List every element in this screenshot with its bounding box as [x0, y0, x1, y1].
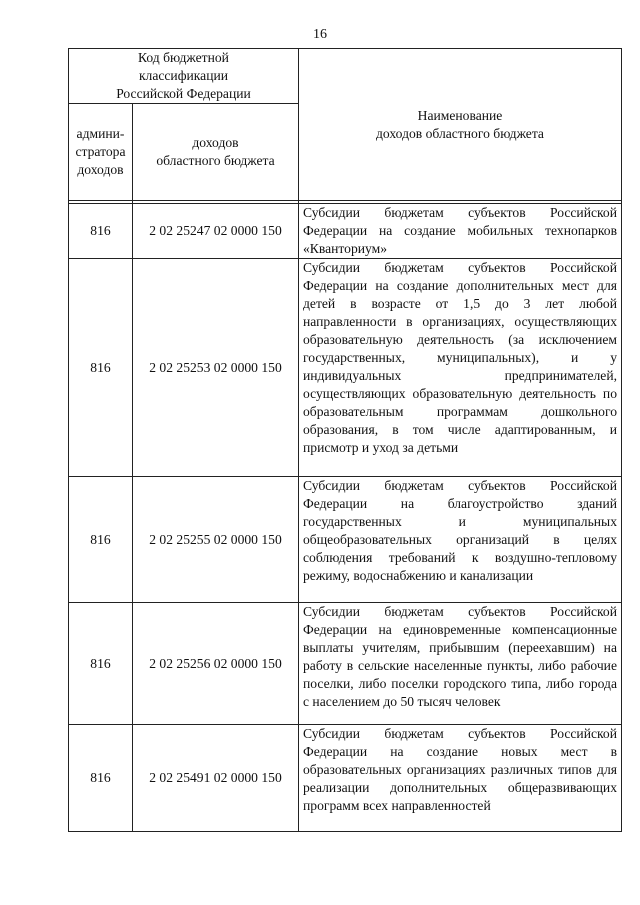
table-row [69, 725, 622, 832]
header-admin-column [69, 104, 133, 201]
page-number: 16 [313, 27, 327, 42]
header-admin-line: доходов [77, 162, 124, 177]
income-code-cell: 2 02 25247 02 0000 150 [133, 204, 299, 259]
header-name-line: Наименование [417, 107, 503, 123]
income-name-cell: Субсидии бюджетам субъектов Российской Федерации на создание новых мест в образовательных организациях различных типов для реализации дополнительных общеразвивающих программ всех направленностей [299, 725, 622, 832]
admin-code-cell: 816 [69, 204, 133, 259]
income-code-cell: 2 02 25255 02 0000 150 [133, 477, 299, 603]
income-code-cell: 2 02 25256 02 0000 150 [133, 603, 299, 725]
table-row [69, 477, 622, 603]
header-group-title-line: Код бюджетной [138, 50, 229, 65]
income-code-cell: 2 02 25253 02 0000 150 [133, 259, 299, 477]
admin-code-cell: 816 [69, 725, 133, 832]
income-name-cell: Субсидии бюджетам субъектов Российской Федерации на создание дополнительных мест для детей в возрасте от 1,5 до 3 лет любой направленности в организациях, осуществляющих образовательную деятельность (за исключением государственных, муниципальных), и у индивидуальных предпринимателей, осуществляющих образовательную деятельность по образовательным программам дошкольного образования, в том числе адаптированным, и присмотр и уход за детьми [299, 259, 622, 477]
admin-code-cell: 816 [69, 259, 133, 477]
header-name-column [299, 49, 622, 201]
header-admin-line: админи- [76, 126, 125, 141]
income-code-cell: 2 02 25491 02 0000 150 [133, 725, 299, 832]
header-group-title [69, 49, 299, 104]
income-name-cell: Субсидии бюджетам субъектов Российской Федерации на благоустройство зданий государственных и муниципальных общеобразовательных организаций в целях соблюдения требований к воздушно-тепловому режиму, водоснабжению и канализации [299, 477, 622, 603]
budget-classification-table [68, 48, 622, 832]
header-admin-line: стратора [75, 144, 126, 159]
admin-code-cell: 816 [69, 477, 133, 603]
admin-code-cell: 816 [69, 603, 133, 725]
income-name-cell: Субсидии бюджетам субъектов Российской Федерации на создание мобильных технопарков «Кванториум» [299, 204, 622, 259]
header-row-top [69, 49, 622, 104]
header-group-title-line: классификации [138, 68, 229, 83]
header-name-line: доходов областного бюджета [376, 125, 544, 141]
income-name-cell: Субсидии бюджетам субъектов Российской Федерации на единовременные компенсационные выплаты учителям, прибывшим (переехавшим) на работу в сельские населенные пункты, либо рабочие поселки, либо поселки городского типа, либо города с населением до 50 тысяч человек [299, 603, 622, 725]
table-row [69, 259, 622, 477]
header-income-column [133, 104, 299, 201]
header-income-line: доходов [192, 135, 239, 150]
table-row [69, 204, 622, 259]
header-income-line: областного бюджета [156, 153, 275, 168]
table-row [69, 603, 622, 725]
header-group-title-line: Российской Федерации [116, 86, 251, 101]
